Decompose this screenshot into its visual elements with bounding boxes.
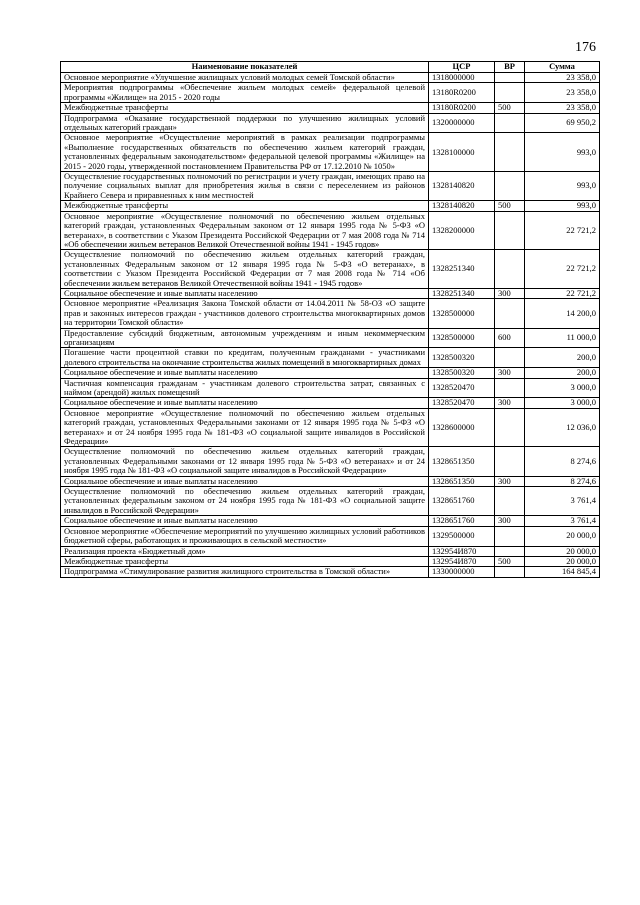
- cell-name: Социальное обеспечение и иные выплаты населению: [61, 516, 429, 526]
- cell-csr: 1328200000: [429, 211, 495, 250]
- cell-vr: [495, 172, 525, 201]
- cell-csr: 1328140820: [429, 201, 495, 211]
- cell-vr: 300: [495, 476, 525, 486]
- cell-csr: 1328500320: [429, 368, 495, 378]
- cell-csr: 13180R0200: [429, 83, 495, 103]
- table-row: [61, 299, 600, 328]
- cell-name: Осуществление полномочий по обеспечению жильем отдельных категорий граждан, установленных Федеральными законами от 12 января 1995 года № 5-ФЗ «О ветеранах» и от 24 ноября 1995 года № 181-ФЗ «О социальной защите инвалидов в Российской Федерации»: [61, 447, 429, 476]
- cell-name: Частичная компенсация гражданам - участникам долевого строительства затрат, связанных с наймом (арендой) жилых помещений: [61, 378, 429, 398]
- cell-name: Осуществление полномочий по обеспечению жильем отдельных категорий граждан, установленных федеральным законом от 24 ноября 1995 года № 181-ФЗ «О социальной защите инвалидов в Российской Федерации»: [61, 487, 429, 516]
- cell-sum: 8 274,6: [525, 447, 600, 476]
- cell-csr: 1329500000: [429, 526, 495, 546]
- cell-sum: 11 000,0: [525, 328, 600, 348]
- cell-csr: 1328600000: [429, 408, 495, 447]
- cell-sum: 22 721,2: [525, 250, 600, 289]
- table-row: [61, 476, 600, 486]
- cell-name: Основное мероприятие «Реализация Закона Томской области от 14.04.2011 № 58-ОЗ «О защите прав и законных интересов граждан - участников долевого строительства многоквартирных домов на территории Томской области»: [61, 299, 429, 328]
- cell-vr: 600: [495, 328, 525, 348]
- cell-name: Межбюджетные трансферты: [61, 556, 429, 566]
- cell-vr: [495, 447, 525, 476]
- cell-name: Социальное обеспечение и иные выплаты населению: [61, 288, 429, 298]
- cell-vr: 500: [495, 103, 525, 113]
- cell-sum: 3 000,0: [525, 398, 600, 408]
- table-row: [61, 113, 600, 133]
- cell-name: Предоставление субсидий бюджетным, автономным учреждениям и иным некоммерческим организациям: [61, 328, 429, 348]
- cell-vr: 500: [495, 201, 525, 211]
- table-row: [61, 201, 600, 211]
- cell-sum: 14 200,0: [525, 299, 600, 328]
- cell-vr: [495, 211, 525, 250]
- cell-vr: [495, 250, 525, 289]
- cell-sum: 3 761,4: [525, 516, 600, 526]
- table-row: [61, 368, 600, 378]
- cell-sum: 20 000,0: [525, 546, 600, 556]
- cell-csr: 1318000000: [429, 73, 495, 83]
- cell-name: Социальное обеспечение и иные выплаты населению: [61, 476, 429, 486]
- cell-vr: 300: [495, 398, 525, 408]
- table-row: [61, 487, 600, 516]
- cell-vr: [495, 83, 525, 103]
- cell-sum: 8 274,6: [525, 476, 600, 486]
- cell-csr: 1328251340: [429, 288, 495, 298]
- cell-sum: 22 721,2: [525, 211, 600, 250]
- table-row: [61, 546, 600, 556]
- table-row: [61, 73, 600, 83]
- table-row: [61, 133, 600, 172]
- cell-name: Социальное обеспечение и иные выплаты населению: [61, 368, 429, 378]
- header-csr: ЦСР: [429, 62, 495, 73]
- cell-name: Осуществление государственных полномочий по регистрации и учету граждан, имеющих право на получение социальных выплат для приобретения жилья в связи с переселением из районов Крайнего Севера и приравненных к ним местностей: [61, 172, 429, 201]
- cell-vr: [495, 348, 525, 368]
- cell-csr: 1328651350: [429, 447, 495, 476]
- cell-name: Основное мероприятие «Осуществление полномочий по обеспечению жильем отдельных категорий граждан, установленных Федеральными законами от 12 января 1995 года № 5-ФЗ «О ветеранах» и от 24 ноября 1995 года № 181-ФЗ «О социальной защите инвалидов в Российской Федерации»: [61, 408, 429, 447]
- cell-vr: [495, 73, 525, 83]
- cell-name: Реализация проекта «Бюджетный дом»: [61, 546, 429, 556]
- cell-csr: 1328100000: [429, 133, 495, 172]
- table-row: [61, 526, 600, 546]
- table-row: [61, 556, 600, 566]
- cell-vr: [495, 299, 525, 328]
- cell-vr: [495, 378, 525, 398]
- cell-csr: 1328500000: [429, 299, 495, 328]
- table-row: [61, 211, 600, 250]
- header-sum: Сумма: [525, 62, 600, 73]
- cell-csr: 1328651760: [429, 487, 495, 516]
- cell-sum: 200,0: [525, 368, 600, 378]
- budget-table: [60, 61, 600, 578]
- table-row: [61, 328, 600, 348]
- cell-csr: 132954И870: [429, 546, 495, 556]
- cell-vr: [495, 567, 525, 577]
- cell-csr: 1328500000: [429, 328, 495, 348]
- table-row: [61, 103, 600, 113]
- cell-csr: 1328520470: [429, 378, 495, 398]
- table-row: [61, 447, 600, 476]
- table-row: [61, 398, 600, 408]
- cell-sum: 69 950,2: [525, 113, 600, 133]
- cell-name: Межбюджетные трансферты: [61, 103, 429, 113]
- cell-name: Подпрограмма «Оказание государственной поддержки по улучшению жилищных условий отдельных категорий граждан»: [61, 113, 429, 133]
- table-row: [61, 83, 600, 103]
- cell-name: Межбюджетные трансферты: [61, 201, 429, 211]
- cell-csr: 1330000000: [429, 567, 495, 577]
- header-vr: ВР: [495, 62, 525, 73]
- cell-vr: [495, 526, 525, 546]
- table-row: [61, 172, 600, 201]
- cell-sum: 22 721,2: [525, 288, 600, 298]
- cell-vr: 300: [495, 368, 525, 378]
- cell-vr: [495, 487, 525, 516]
- cell-name: Погашение части процентной ставки по кредитам, полученным гражданами - участниками долевого строительства на окончание строительства жилых помещений в многоквартирных домах: [61, 348, 429, 368]
- cell-vr: [495, 133, 525, 172]
- cell-sum: 164 845,4: [525, 567, 600, 577]
- cell-csr: 1328520470: [429, 398, 495, 408]
- cell-csr: 1328500320: [429, 348, 495, 368]
- cell-name: Осуществление полномочий по обеспечению жильем отдельных категорий граждан, установленных Федеральным законом от 12 января 1995 года № 5-ФЗ «О ветеранах», в соответствии с Указом Президента Российской Федерации от 7 мая 2008 года № 714 «Об обеспечении жильем ветеранов Великой Отечественной войны 1941 - 1945 годов»: [61, 250, 429, 289]
- cell-sum: 993,0: [525, 133, 600, 172]
- cell-csr: 132954И870: [429, 556, 495, 566]
- cell-vr: [495, 546, 525, 556]
- cell-csr: 1328651350: [429, 476, 495, 486]
- cell-sum: 3 761,4: [525, 487, 600, 516]
- table-row: [61, 516, 600, 526]
- cell-csr: 1320000000: [429, 113, 495, 133]
- table-body: [61, 73, 600, 578]
- cell-name: Основное мероприятие «Обеспечение мероприятий по улучшению жилищных условий работников бюджетной сферы, работающих и проживающих в сельской местности»: [61, 526, 429, 546]
- cell-vr: [495, 408, 525, 447]
- cell-name: Мероприятия подпрограммы «Обеспечение жильем молодых семей» федеральной целевой программы «Жилище» на 2015 - 2020 годы: [61, 83, 429, 103]
- cell-sum: 20 000,0: [525, 526, 600, 546]
- table-header-row: [61, 62, 600, 73]
- cell-name: Социальное обеспечение и иные выплаты населению: [61, 398, 429, 408]
- cell-sum: 200,0: [525, 348, 600, 368]
- cell-sum: 23 358,0: [525, 73, 600, 83]
- cell-name: Подпрограмма «Стимулирование развития жилищного строительства в Томской области»: [61, 567, 429, 577]
- table-row: [61, 288, 600, 298]
- table-row: [61, 250, 600, 289]
- cell-name: Основное мероприятие «Осуществление полномочий по обеспечению жильем отдельных категорий граждан, установленных Федеральным законом от 12 января 1995 года № 5-ФЗ «О ветеранах», в соответствии с Указом Президента Российской Федерации от 7 мая 2008 года № 714 «Об обеспечении жильем ветеранов Великой Отечественной войны 1941 - 1945 годов»: [61, 211, 429, 250]
- cell-sum: 993,0: [525, 172, 600, 201]
- cell-sum: 23 358,0: [525, 103, 600, 113]
- table-row: [61, 408, 600, 447]
- table-row: [61, 567, 600, 577]
- cell-sum: 23 358,0: [525, 83, 600, 103]
- cell-vr: 300: [495, 288, 525, 298]
- cell-sum: 12 036,0: [525, 408, 600, 447]
- cell-name: Основное мероприятие «Улучшение жилищных условий молодых семей Томской области»: [61, 73, 429, 83]
- cell-sum: 20 000,0: [525, 556, 600, 566]
- cell-vr: [495, 113, 525, 133]
- cell-csr: 1328140820: [429, 172, 495, 201]
- table-row: [61, 378, 600, 398]
- cell-sum: 3 000,0: [525, 378, 600, 398]
- cell-csr: 13180R0200: [429, 103, 495, 113]
- cell-vr: 500: [495, 556, 525, 566]
- header-name: Наименование показателей: [61, 62, 429, 73]
- cell-sum: 993,0: [525, 201, 600, 211]
- cell-csr: 1328251340: [429, 250, 495, 289]
- table-row: [61, 348, 600, 368]
- cell-vr: 300: [495, 516, 525, 526]
- page-number: 176: [575, 40, 596, 55]
- cell-csr: 1328651760: [429, 516, 495, 526]
- cell-name: Основное мероприятие «Осуществление мероприятий в рамках реализации подпрограммы «Выполнение государственных обязательств по обеспечению жильем категорий граждан, установленных федеральным законодательством» федеральной целевой программы «Жилище» на 2015 - 2020 годы, утвержденной постановлением Правительства РФ от 17.12.2010 № 1050»: [61, 133, 429, 172]
